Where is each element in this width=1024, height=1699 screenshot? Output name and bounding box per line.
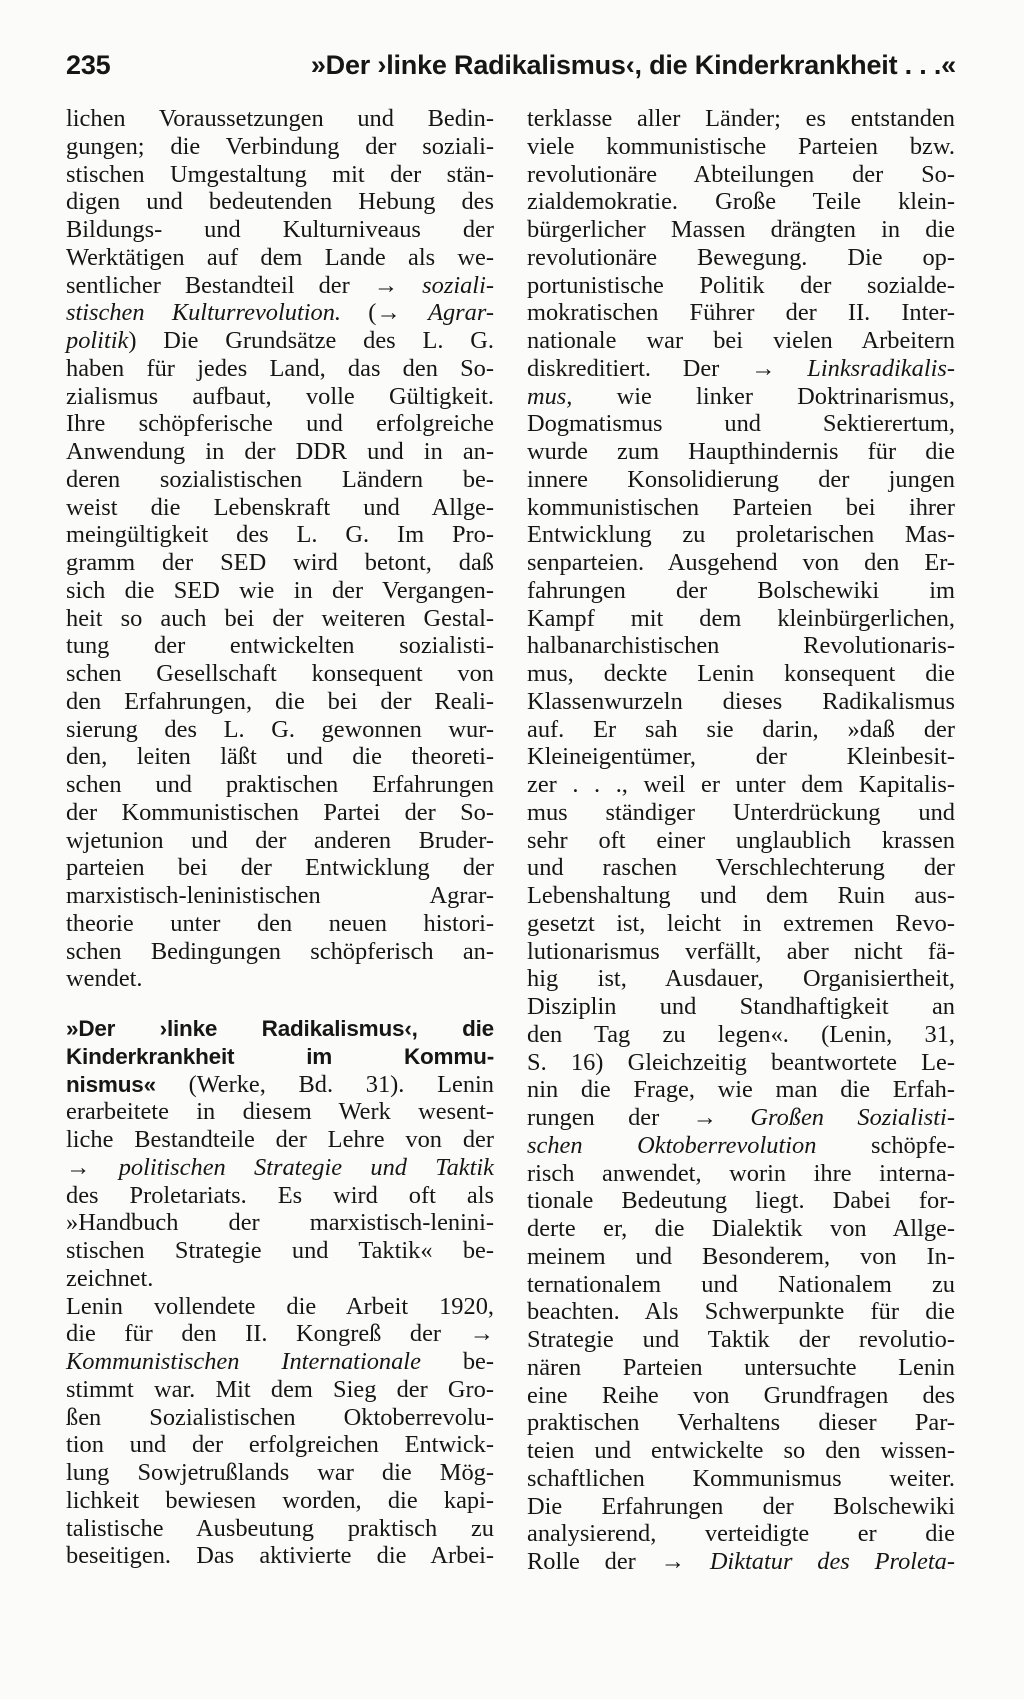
text-line: portunistische Politik der sozialde- [527, 271, 955, 299]
text-line: sich die SED wie in der Vergangen- [66, 576, 494, 604]
text-line: Kommunistischen Internationale be- [66, 1348, 494, 1375]
text-line: sehr oft einer unglaublich krassen [527, 826, 955, 854]
text-line: deren sozialistischen Ländern be- [66, 465, 494, 493]
text-line: lichen Voraussetzungen und Bedin- [66, 105, 494, 132]
text-line: talistische Ausbeutung praktisch zu [66, 1514, 494, 1542]
text-line: tionale Bedeutung liegt. Dabei for- [527, 1187, 955, 1215]
text-line: meingültigkeit des L. G. Im Pro- [66, 521, 494, 549]
text-line: risch anwendet, worin ihre interna- [527, 1159, 955, 1187]
page-header [66, 50, 956, 90]
text-line: meinem und Besonderem, von In- [527, 1242, 955, 1270]
cross-reference-link[interactable]: Großen Sozialisti- [750, 1104, 955, 1131]
text-line: bürgerlicher Massen drängten in die [527, 216, 955, 243]
entry-heading: Kinderkrankheit im Kommu- [66, 1043, 494, 1069]
text-line: Lenin vollendete die Arbeit 1920, [66, 1292, 494, 1320]
text-line: lutionarismus verfällt, aber nicht fä- [527, 937, 955, 965]
text-line: mokratischen Führer der II. Inter- [527, 299, 955, 327]
text-line: fahrungen der Bolschewiki im [527, 576, 955, 604]
text-line: der Kommunistischen Partei der So- [66, 798, 494, 826]
text-line: wendet. [66, 965, 143, 993]
text-line: gesetzt ist, leicht in extremen Revo- [527, 909, 955, 937]
text-line: sierung des L. G. gewonnen wur- [66, 715, 494, 743]
text-line: zeichnet. [66, 1264, 154, 1292]
text-line: schaftlichen Kommunismus weiter. [527, 1464, 955, 1492]
text-line: auf. Er sah sie darin, »daß der [527, 715, 955, 743]
text-line: Ihre schöpferische und erfolgreiche [66, 410, 494, 438]
text-line: den Erfahrungen, die bei der Reali- [66, 687, 494, 715]
text-line: beachten. Als Schwerpunkte für die [527, 1298, 955, 1326]
text-line: analysierend, verteidigte er die [527, 1520, 955, 1548]
text-line: nin die Frage, wie man die Erfah- [527, 1076, 955, 1104]
text-line: mus, wie linker Doktrinarismus, [527, 382, 955, 410]
cross-reference-link[interactable]: Diktatur des Proleta- [709, 1548, 955, 1575]
text-line: Disziplin und Standhaftigkeit an [527, 993, 955, 1020]
text-line: terklasse aller Länder; es entstanden [527, 105, 955, 132]
text-line: zialdemokratie. Große Teile klein- [527, 188, 955, 216]
text-line: haben für jedes Land, das den So- [66, 354, 494, 382]
text-line: wjetunion und der anderen Bruder- [66, 826, 494, 854]
text-line: parteien bei der Entwicklung der [66, 854, 494, 882]
text-line: stischen Strategie und Taktik« be- [66, 1237, 494, 1264]
text-line [66, 1154, 494, 1182]
text-line: rungen der → Großen Sozialisti- [527, 1104, 955, 1131]
text-line: schen Gesellschaft konsequent von [66, 660, 494, 687]
text-line: ßen Sozialistischen Oktoberrevolu- [66, 1403, 494, 1431]
cross-reference-link[interactable]: Linksradikalis- [807, 354, 955, 382]
text-line: Rolle der → Diktatur des Proleta- [527, 1548, 955, 1575]
cross-reference-link[interactable]: mus, [527, 382, 573, 410]
cross-reference-link[interactable]: Kommunistischen Internationale [66, 1348, 421, 1375]
text-line: Anwendung in der DDR und in an- [66, 438, 494, 465]
text-line: hig ist, Ausdauer, Organisiertheit, [527, 965, 955, 993]
text-line: stimmt war. Mit dem Sieg der Gro- [66, 1375, 494, 1403]
text-line: des Proletariats. Es wird oft als [66, 1181, 494, 1209]
text-line: ternationalem und Nationalem zu [527, 1270, 955, 1298]
page-number: 235 [66, 50, 111, 80]
left-column [66, 105, 494, 1570]
text-line: weist die Lebenskraft und Allge- [66, 493, 494, 521]
text-line: schen Bedingungen schöpferisch an- [66, 937, 494, 965]
text-line: gramm der SED wird betont, daß [66, 549, 494, 576]
cross-reference-link[interactable]: stischen Kulturrevolution. [66, 299, 341, 327]
cross-reference-arrow: → [751, 354, 776, 382]
cross-reference-link[interactable]: politischen Strategie und Taktik [118, 1153, 494, 1181]
text-line: und raschen Verschlechterung der [527, 854, 955, 882]
cross-reference-link[interactable]: soziali- [422, 271, 494, 299]
cross-reference-link[interactable]: Agrar- [428, 299, 494, 327]
text-line: halbanarchistischen Revolutionaris- [527, 632, 955, 660]
text-line: revolutionäre Abteilungen der So- [527, 160, 955, 188]
text-line: zer . . ., weil er unter dem Kapitalis- [527, 771, 955, 798]
text-line: wurde zum Haupthindernis für die [527, 438, 955, 465]
entry-heading: nismus« (Werke, Bd. 31). Lenin [66, 1070, 494, 1098]
text-line: nären Parteien untersuchte Lenin [527, 1353, 955, 1381]
text-line: schen Oktoberrevolution schöpfe- [527, 1131, 956, 1159]
text-line: teien und entwickelte so den wissen- [527, 1437, 955, 1464]
text-line: die für den II. Kongreß der → [66, 1320, 494, 1348]
text-line: mus ständiger Unterdrückung und [527, 798, 955, 826]
text-line: Dogmatismus und Sektierertum, [527, 410, 955, 438]
text-line: innere Konsolidierung der jungen [527, 465, 955, 493]
text-line: digen und bedeutenden Hebung des [66, 188, 494, 216]
text-line: Klassenwurzeln dieses Radikalismus [527, 687, 955, 715]
text-line: mus, deckte Lenin konsequent die [527, 660, 955, 687]
text-line: viele kommunistische Parteien bzw. [527, 132, 955, 160]
text-line: derte er, die Dialektik von Allge- [527, 1215, 955, 1242]
text-line: tion und der erfolgreichen Entwick- [66, 1431, 494, 1459]
text-line: nationale war bei vielen Arbeitern [527, 327, 955, 354]
text-line: senparteien. Ausgehend von den Er- [527, 549, 955, 576]
text-line: schen und praktischen Erfahrungen [66, 771, 494, 798]
running-title: »Der ›linke Radikalismus‹, die Kinderkrankheit . . .« [310, 50, 956, 80]
cross-reference-arrow: → [373, 271, 399, 299]
text-line: beseitigen. Das aktivierte die Arbei- [66, 1542, 494, 1570]
text-line: kommunistischen Parteien bei ihrer [527, 493, 955, 521]
text-line: tung der entwickelten sozialisti- [66, 632, 494, 660]
cross-reference-arrow: → [66, 1153, 91, 1181]
cross-reference-arrow: → [692, 1104, 718, 1131]
text-line: den Tag zu legen«. (Lenin, 31, [527, 1020, 955, 1048]
text-line: politik) Die Grundsätze des L. G. [66, 327, 494, 354]
text-line: praktischen Verhaltens dieser Par- [527, 1409, 955, 1437]
right-column [527, 105, 955, 1576]
text-line: Entwicklung zu proletarischen Mas- [527, 521, 955, 549]
text-line: den, leiten läßt und die theoreti- [66, 743, 494, 771]
text-line: lichkeit bewiesen worden, die kapi- [66, 1486, 494, 1514]
text-line: diskreditiert. Der → Linksradikalis- [527, 354, 955, 382]
text-line: sentlicher Bestandteil der → soziali- [66, 271, 494, 299]
text-line: Strategie und Taktik der revolutio- [527, 1326, 955, 1353]
text-line: Lebenshaltung und dem Ruin aus- [527, 882, 955, 909]
text-line: Kampf mit dem kleinbürgerlichen, [527, 604, 955, 632]
text-line: »Handbuch der marxistisch-lenini- [66, 1209, 494, 1237]
text-line: Kleineigentümer, der Kleinbesit- [527, 743, 955, 771]
text-line: stischen Kulturrevolution. (→ Agrar- [66, 299, 494, 327]
cross-reference-link[interactable]: politik [66, 327, 129, 354]
cross-reference-arrow: → [469, 1320, 494, 1348]
text-line: revolutionäre Bewegung. Die op- [527, 243, 955, 271]
cross-reference-link[interactable]: schen Oktoberrevolution [527, 1131, 817, 1159]
text-line: theorie unter den neuen histori- [66, 909, 494, 937]
text-line: marxistisch-leninistischen Agrar- [66, 882, 494, 909]
entry-heading: »Der ›linke Radikalismus‹, die [66, 1016, 494, 1041]
text-line: lung Sowjetrußlands war die Mög- [66, 1459, 494, 1486]
text-line: Bildungs- und Kulturniveaus der [66, 216, 494, 243]
text-line: Werktätigen auf dem Lande als we- [66, 243, 494, 271]
cross-reference-arrow: → [660, 1548, 685, 1575]
text-line: S. 16) Gleichzeitig beantwortete Le- [527, 1048, 955, 1076]
text-line: gungen; die Verbindung der soziali- [66, 132, 494, 160]
text-line: erarbeitete in diesem Werk wesent- [66, 1098, 494, 1126]
text-line: stischen Umgestaltung mit der stän- [66, 160, 494, 188]
text-line: liche Bestandteile der Lehre von der [66, 1126, 494, 1153]
cross-reference-arrow: → [376, 299, 401, 327]
text-line: heit so auch bei der weiteren Gestal- [66, 604, 494, 632]
text-line: Die Erfahrungen der Bolschewiki [527, 1492, 955, 1520]
text-line: zialismus aufbaut, volle Gültigkeit. [66, 382, 494, 410]
text-line: eine Reihe von Grundfragen des [527, 1381, 955, 1409]
